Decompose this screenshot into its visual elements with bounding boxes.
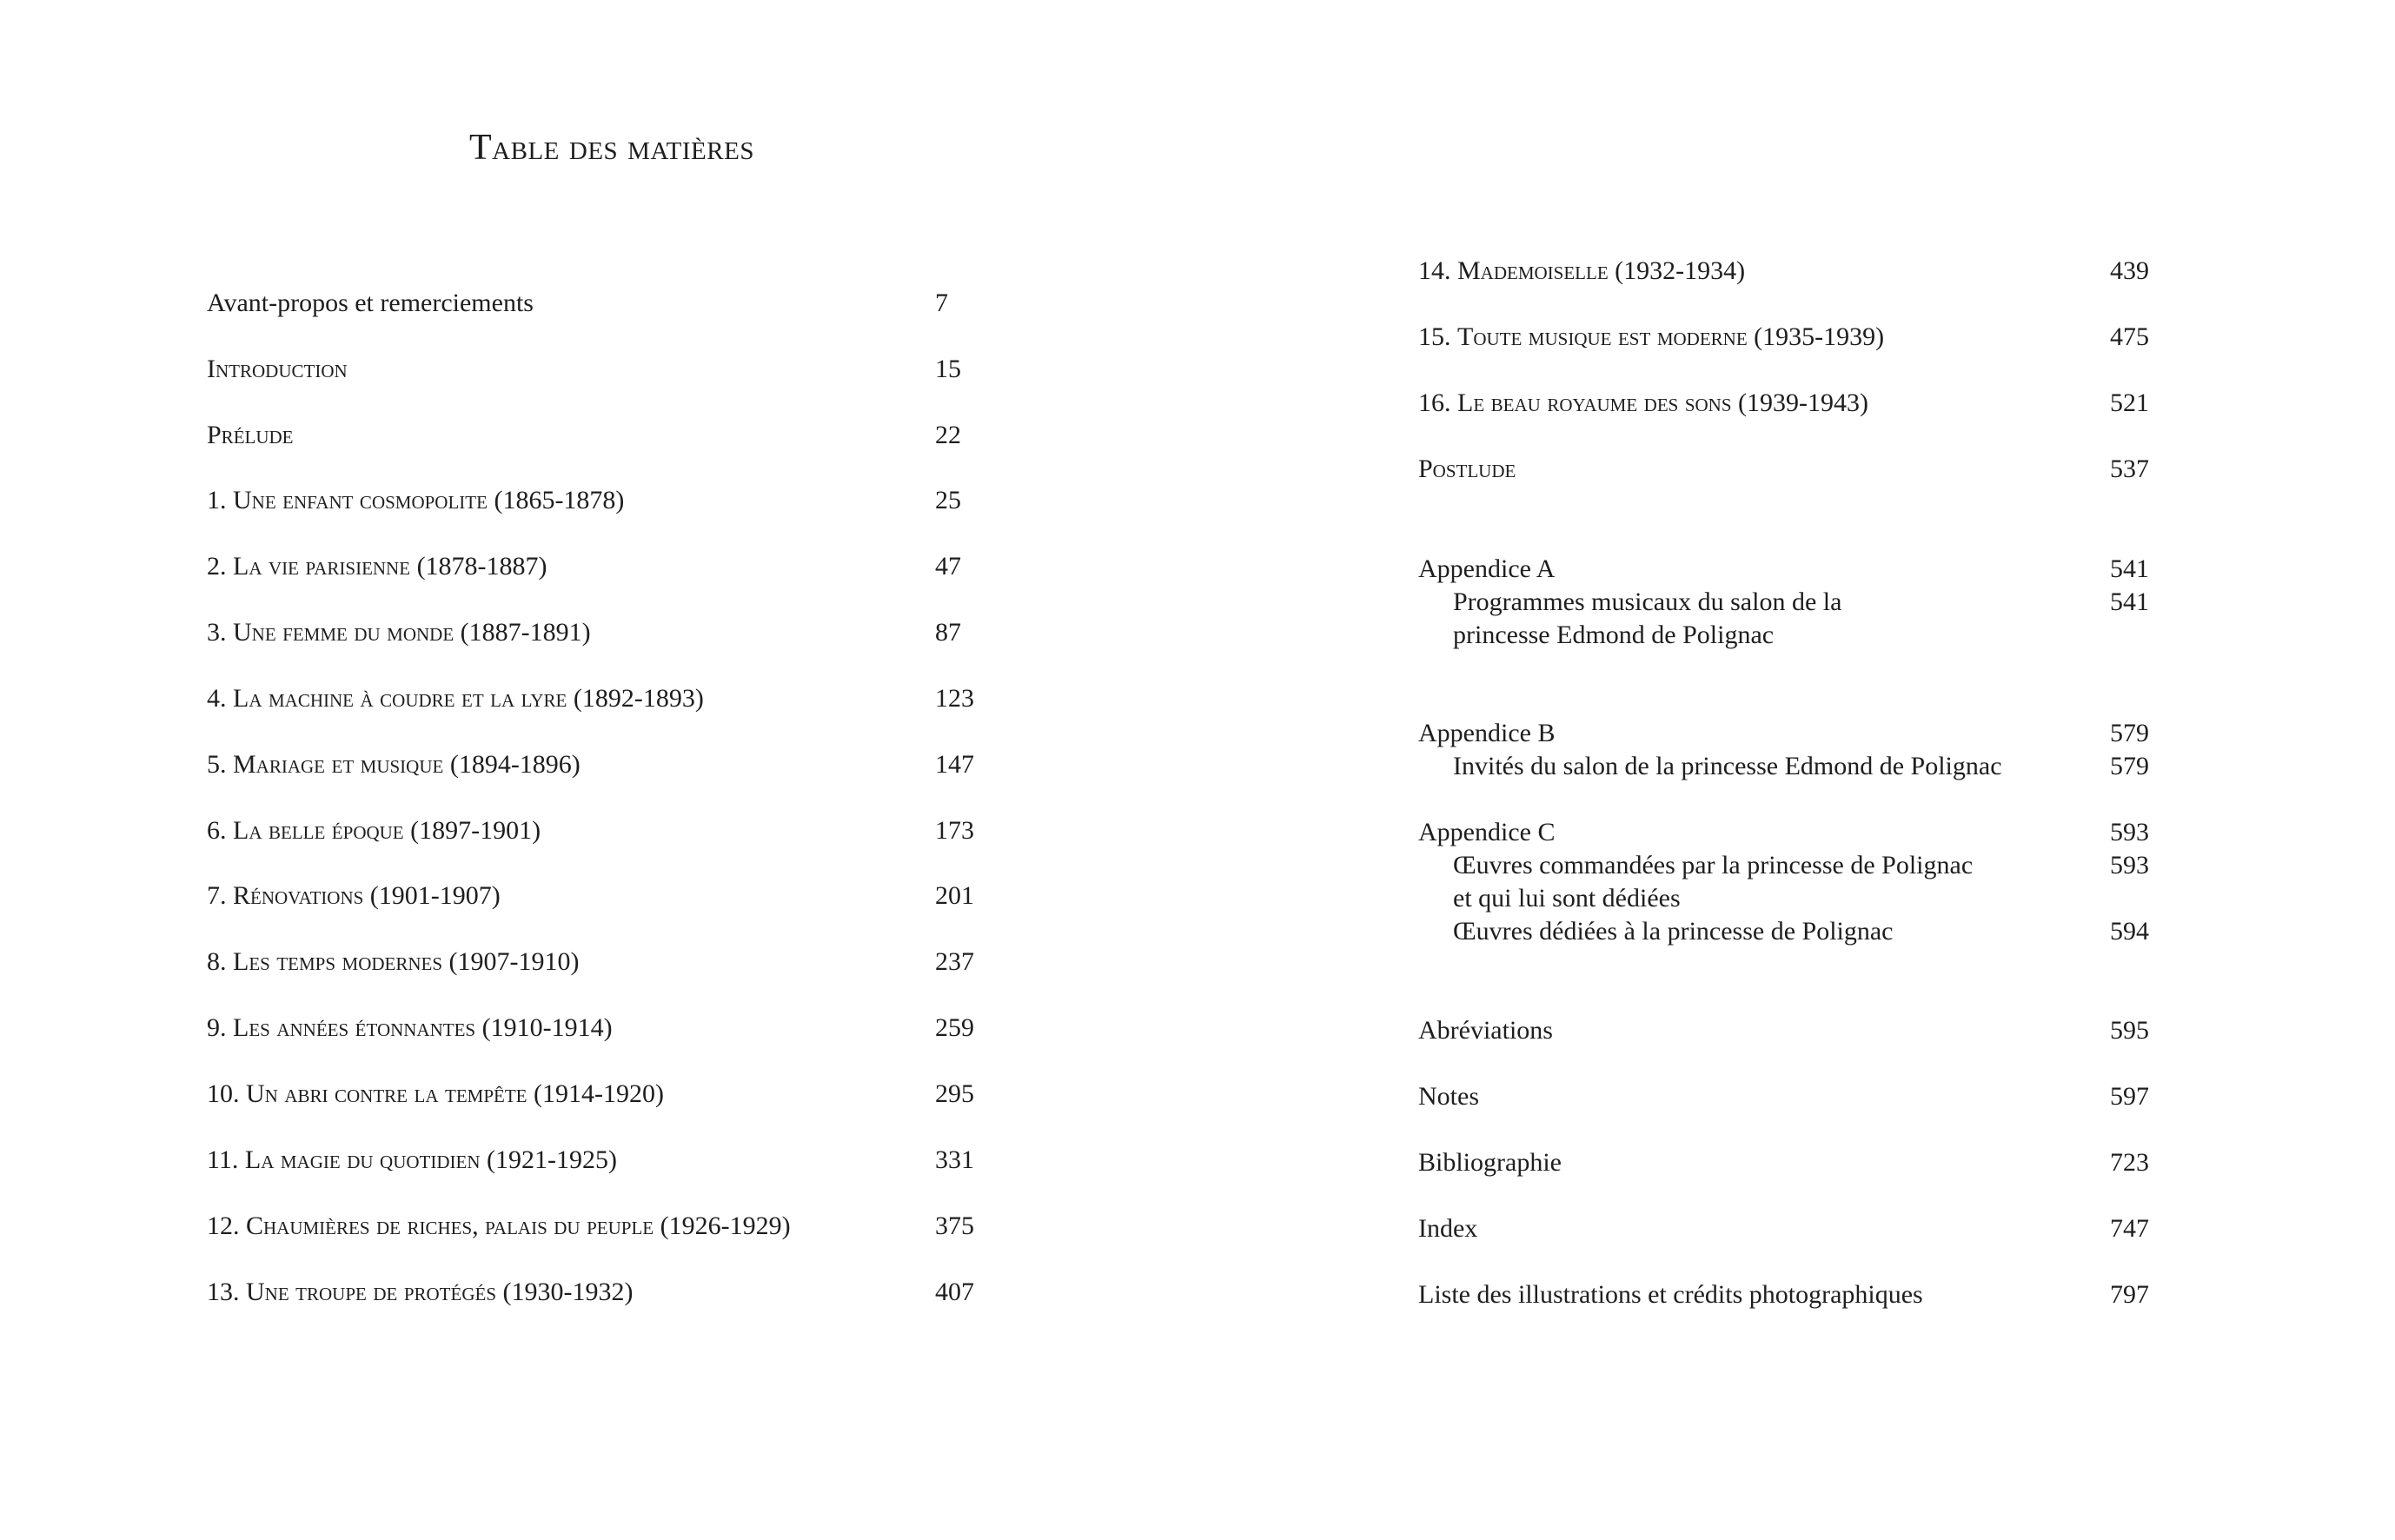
chapter-title: La machine à coudre et la lyre (233, 684, 567, 713)
entry-page: 295 (935, 1079, 974, 1108)
entry-label: Liste des illustrations et crédits photographiques (1418, 1280, 1923, 1309)
chapter-dates: (1887-1891) (460, 618, 591, 647)
subentry-continuation: et qui lui sont dédiées (1453, 884, 1681, 913)
chapter-number: 7. (207, 881, 227, 910)
chapter-title: Toute musique est moderne (1457, 322, 1748, 351)
chapter-number: 2. (207, 552, 227, 581)
chapter-number: 15. (1418, 322, 1451, 351)
chapter-title: Une femme du monde (233, 618, 454, 647)
chapter-title: Le beau royaume des sons (1457, 388, 1732, 417)
subentry-label: Invités du salon de la princesse Edmond de Polignac (1453, 752, 2002, 780)
chapter-number: 4. (207, 684, 227, 713)
entry-page: 25 (935, 486, 961, 514)
chapter-title: Une enfant cosmopolite (233, 486, 488, 514)
chapter-number: 13. (207, 1278, 240, 1306)
entry-page: 47 (935, 552, 961, 581)
chapter-title: Les temps modernes (233, 947, 443, 976)
chapter-dates: (1901-1907) (369, 881, 501, 910)
chapter-number: 9. (207, 1013, 227, 1042)
entry-label: Avant-propos et remerciements (207, 289, 534, 317)
entry-page: 594 (2110, 917, 2149, 946)
chapter-dates: (1935-1939) (1754, 322, 1885, 351)
entry-page: 537 (2110, 455, 2149, 483)
chapter-title: Chaumières de riches, palais du peuple (246, 1211, 654, 1240)
entry-page: 723 (2110, 1148, 2149, 1177)
chapter-dates: (1921-1925) (487, 1145, 617, 1174)
entry-page: 407 (935, 1278, 974, 1306)
subentry-label: Œuvres dédiées à la princesse de Polignac (1453, 917, 1894, 946)
chapter-number: 6. (207, 816, 227, 845)
chapter-dates: (1932-1934) (1615, 256, 1746, 285)
chapter-dates: (1892-1893) (573, 684, 704, 713)
chapter-number: 5. (207, 750, 227, 779)
subentry-label: Programmes musicaux du salon de la (1453, 587, 1842, 616)
subentry-label: Œuvres commandées par la princesse de Polignac (1453, 851, 1974, 880)
entry-page: 593 (2110, 851, 2149, 880)
entry-page: 541 (2110, 554, 2149, 583)
entry-page: 173 (935, 816, 974, 845)
entry-page: 475 (2110, 322, 2149, 351)
entry-label: Notes (1418, 1082, 1479, 1111)
entry-page: 22 (935, 421, 961, 449)
chapter-title: La belle époque (233, 816, 404, 845)
chapter-dates: (1878-1887) (416, 552, 547, 581)
chapter-number: 12. (207, 1211, 240, 1240)
page-title: Table des matières (469, 128, 754, 168)
entry-label: Abréviations (1418, 1016, 1553, 1045)
chapter-dates: (1939-1943) (1738, 388, 1869, 417)
chapter-number: 14. (1418, 256, 1451, 285)
entry-page: 597 (2110, 1082, 2149, 1111)
entry-page: 579 (2110, 752, 2149, 780)
chapter-number: 11. (207, 1145, 239, 1174)
chapter-dates: (1926-1929) (660, 1211, 791, 1240)
chapter-dates: (1897-1901) (410, 816, 541, 845)
entry-page: 237 (935, 947, 974, 976)
entry-label: Introduction (207, 355, 348, 383)
chapter-title: Les années étonnantes (233, 1013, 476, 1042)
chapter-number: 16. (1418, 388, 1451, 417)
entry-page: 201 (935, 881, 974, 910)
chapter-number: 8. (207, 947, 227, 976)
entry-page: 439 (2110, 256, 2149, 285)
entry-label: Appendice B (1418, 719, 1556, 747)
chapter-number: 1. (207, 486, 227, 514)
entry-page: 331 (935, 1145, 974, 1174)
entry-page: 259 (935, 1013, 974, 1042)
chapter-title: La vie parisienne (233, 552, 411, 581)
chapter-dates: (1930-1932) (502, 1278, 634, 1306)
chapter-title: Une troupe de protégés (246, 1278, 497, 1306)
chapter-title: Un abri contre la tempête (246, 1079, 527, 1108)
subentry-continuation: princesse Edmond de Polignac (1453, 621, 1775, 649)
chapter-dates: (1865-1878) (494, 486, 625, 514)
entry-page: 15 (935, 355, 961, 383)
entry-page: 7 (935, 289, 948, 317)
chapter-dates: (1910-1914) (481, 1013, 613, 1042)
chapter-dates: (1914-1920) (534, 1079, 664, 1108)
chapter-number: 3. (207, 618, 227, 647)
chapter-title: La magie du quotidien (244, 1145, 481, 1174)
entry-page: 797 (2110, 1280, 2149, 1309)
entry-page: 579 (2110, 719, 2149, 747)
entry-page: 521 (2110, 388, 2149, 417)
chapter-number: 10. (207, 1079, 240, 1108)
entry-label: Postlude (1418, 455, 1516, 483)
entry-page: 593 (2110, 818, 2149, 846)
entry-page: 595 (2110, 1016, 2149, 1045)
entry-page: 87 (935, 618, 961, 647)
chapter-title: Mariage et musique (233, 750, 444, 779)
entry-label: Index (1418, 1214, 1478, 1243)
entry-label: Appendice A (1418, 554, 1556, 583)
chapter-title: Rénovations (233, 881, 364, 910)
chapter-dates: (1907-1910) (448, 947, 580, 976)
entry-page: 541 (2110, 587, 2149, 616)
chapter-title: Mademoiselle (1457, 256, 1609, 285)
entry-label: Bibliographie (1418, 1148, 1562, 1177)
entry-label: Prélude (207, 421, 294, 449)
entry-page: 747 (2110, 1214, 2149, 1243)
entry-page: 375 (935, 1211, 974, 1240)
entry-label: Appendice C (1418, 818, 1556, 846)
chapter-dates: (1894-1896) (449, 750, 581, 779)
entry-page: 123 (935, 684, 974, 713)
entry-page: 147 (935, 750, 974, 779)
